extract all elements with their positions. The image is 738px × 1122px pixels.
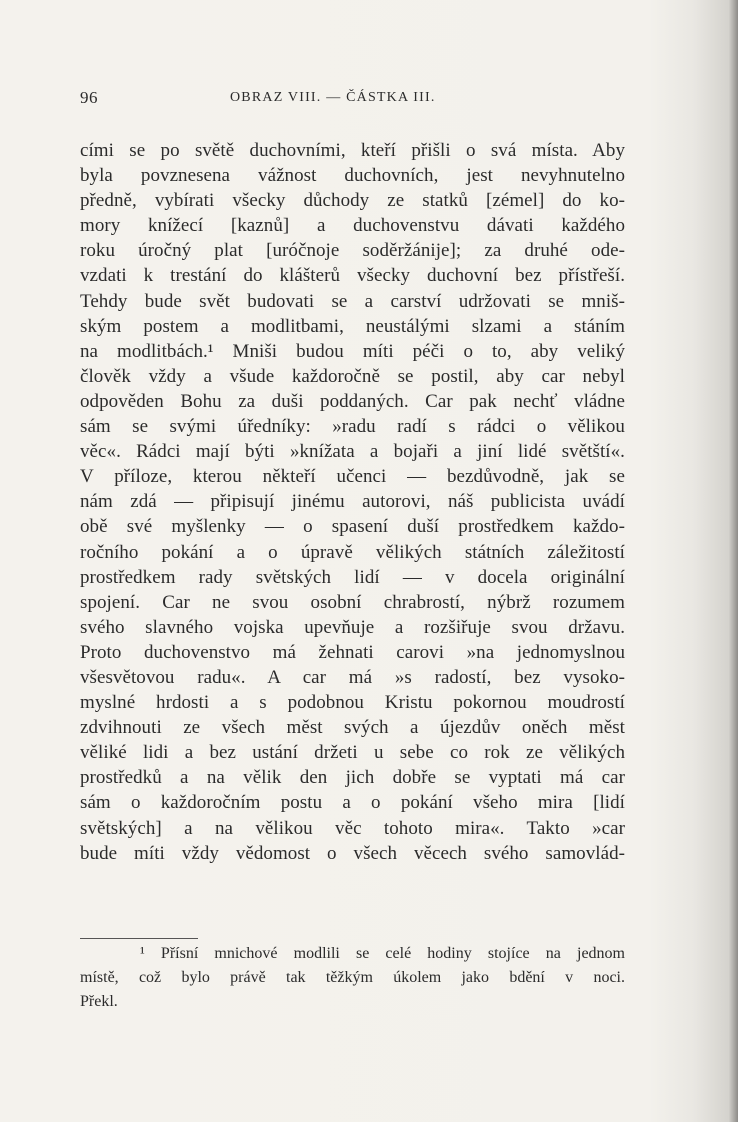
text-line: věc«. Rádci mají býti »knížata a bojaři a jiní lidé světští«.: [80, 441, 625, 463]
text-line: světských] a na vělikou věc tohoto mira«. Takto »car: [80, 817, 625, 839]
text-line: V příloze, kterou někteří učenci — bezdůvodně, jak se: [80, 466, 625, 488]
text-line: ročního pokání a o úpravě vělikých státních záležitostí: [80, 541, 625, 563]
text-line: roku úročný plat [uróčnoje soděržánije]; za druhé ode-: [80, 240, 625, 262]
footnote: [80, 942, 625, 1014]
text-line: člověk vždy a všude každoročně se postil, aby car nebyl: [80, 365, 625, 387]
page-header: [80, 88, 625, 112]
text-line: sám o každoročním postu a o pokání všeho mira [lidí: [80, 792, 625, 814]
text-line: spojení. Car ne svou osobní chrabrostí, nýbrž rozumem: [80, 591, 625, 613]
running-head: OBRAZ VIII. — ČÁSTKA III.: [230, 90, 436, 105]
text-line: svého slavného vojska upevňuje a rozšiřuje svou državu.: [80, 616, 625, 638]
text-line: myslné hrdosti a s podobnou Kristu pokornou moudrostí: [80, 692, 625, 714]
text-line: byla povznesena vážnost duchovních, jest nevyhnutelno: [80, 165, 625, 187]
body-text: [80, 138, 625, 866]
text-line: všesvětovou radu«. A car má »s radostí, bez vysoko-: [80, 666, 625, 688]
text-line: cími se po světě duchovními, kteří přišli o svá místa. Aby: [80, 140, 625, 161]
footnote-line: místě, což bylo právě tak těžkým úkolem jako bdění v noci.: [80, 969, 625, 986]
text-line: obě své myšlenky — o spasení duší prostředkem každo-: [80, 516, 625, 538]
text-line: odpověden Bohu za duši poddaných. Car pak nechť vládne: [80, 390, 625, 412]
text-line: na modlitbách.¹ Mniši budou míti péči o to, aby veliký: [80, 340, 625, 362]
book-spine-shadow: [728, 0, 738, 1122]
text-line: mory knížecí [kaznů] a duchovenstvu dávati každého: [80, 215, 625, 237]
text-line: nám zdá — připisují jinému autorovi, náš publicista uvádí: [80, 491, 625, 513]
page-number: 96: [80, 88, 98, 107]
text-line: prostředků a na vělik den jich dobře se vyptati má car: [80, 767, 625, 789]
text-line: Proto duchovenstvo má žehnati carovi »na jednomyslnou: [80, 641, 625, 663]
text-line: věliké lidi a bez ustání držeti u sebe co rok ze vělikých: [80, 742, 625, 764]
text-line: zdvihnouti ze všech měst svých a újezdův oněch měst: [80, 717, 625, 739]
footnote-line: Překl.: [80, 993, 118, 1010]
footnote-line: ¹ Přísní mnichové modlili se celé hodiny stojíce na jednom: [140, 945, 625, 962]
text-line: předně, vybírati všecky důchody ze statků [zémel] do ko-: [80, 190, 625, 212]
text-line: Tehdy bude svět budovati se a carství udržovati se mniš-: [80, 290, 625, 312]
text-line: prostředkem rady světských lidí — v docela originální: [80, 566, 625, 588]
text-line: sám se svými úředníky: »radu radí s rádci o vělikou: [80, 416, 625, 438]
footnote-divider: [80, 938, 198, 939]
text-line: vzdati k trestání do klášterů všecky duchovní bez přístřeší.: [80, 265, 625, 287]
text-line: bude míti vždy vědomost o všech věcech svého samovlád-: [80, 842, 625, 864]
text-line: ským postem a modlitbami, neustálými slzami a stáním: [80, 315, 625, 337]
